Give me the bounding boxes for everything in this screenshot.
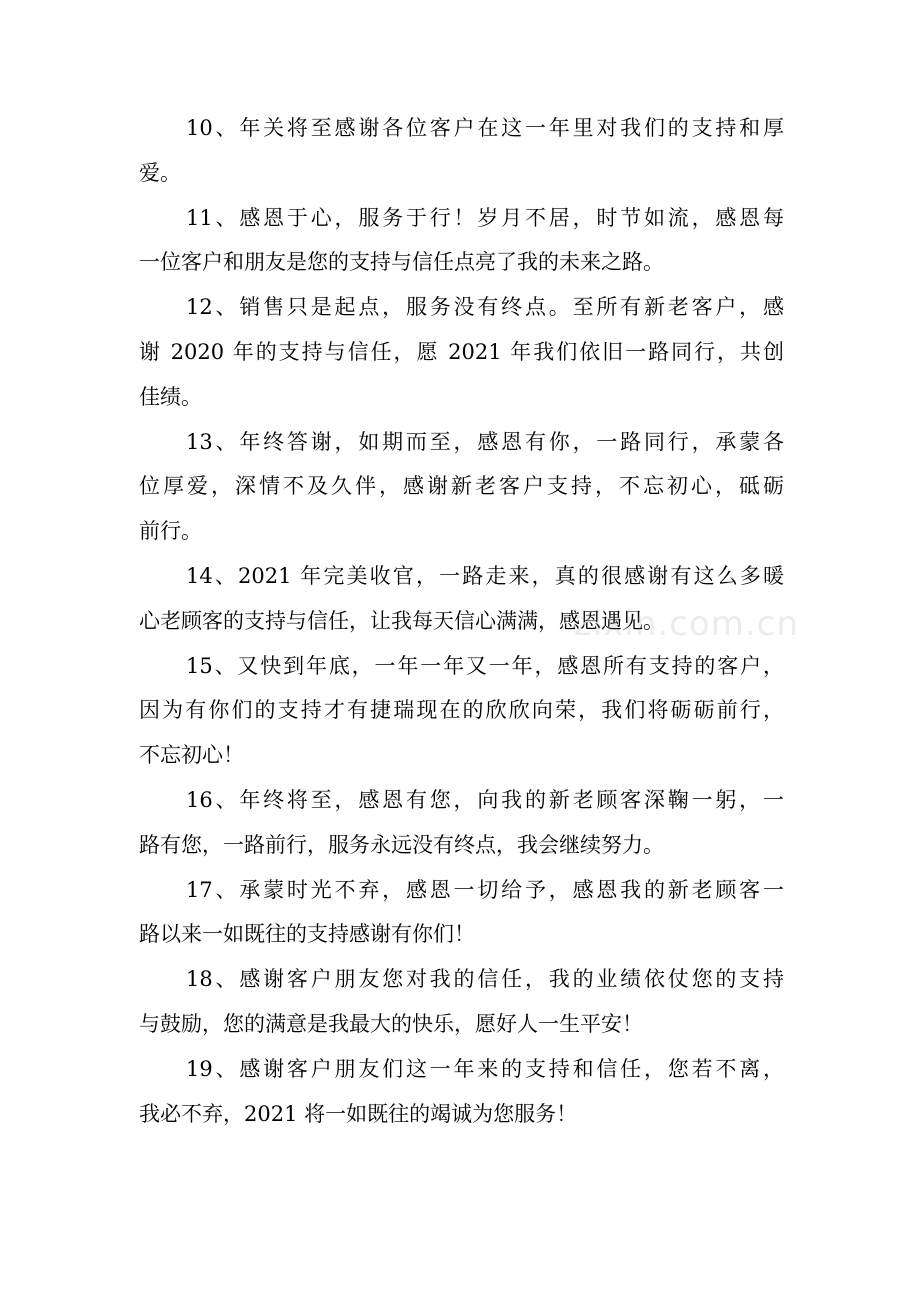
text-line: 16、年终将至，感恩有您，向我的新老顾客深鞠一躬，一 bbox=[186, 787, 784, 812]
text-line: 18、感谢客户朋友您对我的信任，我的业绩依仗您的支持 bbox=[186, 967, 784, 992]
paragraph-17 bbox=[139, 868, 784, 958]
paragraph-12 bbox=[139, 285, 784, 419]
text-line: 佳绩。 bbox=[139, 384, 202, 409]
text-line: 19、感谢客户朋友们这一年来的支持和信任，您若不离， bbox=[186, 1056, 784, 1081]
text-line: 12、销售只是起点，服务没有终点。至所有新老客户，感 bbox=[186, 295, 784, 320]
paragraph-18 bbox=[139, 957, 784, 1047]
text-line: 前行。 bbox=[139, 519, 202, 544]
paragraph-15 bbox=[139, 644, 784, 778]
paragraph-16 bbox=[139, 778, 784, 868]
paragraph-11 bbox=[139, 196, 784, 286]
text-line: 15、又快到年底，一年一年又一年，感恩所有支持的客户， bbox=[186, 653, 784, 678]
paragraph-19 bbox=[139, 1047, 784, 1137]
text-line: 心老顾客的支持与信任，让我每天信心满满，感恩遇见。 bbox=[139, 608, 664, 633]
text-line: 爱。 bbox=[139, 160, 181, 185]
text-line: 13、年终答谢，如期而至，感恩有你，一路同行，承蒙各 bbox=[186, 429, 784, 454]
text-line: 一位客户和朋友是您的支持与信任点亮了我的未来之路。 bbox=[139, 250, 664, 275]
text-line: 与鼓励，您的满意是我最大的快乐，愿好人一生平安！ bbox=[139, 1011, 643, 1036]
paragraph-10 bbox=[139, 106, 784, 196]
text-line: 谢 2020 年的支持与信任，愿 2021 年我们依旧一路同行，共创 bbox=[139, 339, 784, 364]
text-line: 我必不弃，2021 将一如既往的竭诚为您服务！ bbox=[139, 1101, 578, 1126]
text-line: 路以来一如既往的支持感谢有你们！ bbox=[139, 922, 475, 947]
text-line: 不忘初心！ bbox=[139, 743, 244, 768]
text-line: 因为有你们的支持才有捷瑞现在的欣欣向荣，我们将砺砺前行， bbox=[139, 698, 784, 723]
text-line: 10、年关将至感谢各位客户在这一年里对我们的支持和厚 bbox=[186, 116, 784, 140]
text-line: 11、感恩于心，服务于行！岁月不居，时节如流，感恩每 bbox=[186, 205, 784, 230]
text-line: 路有您，一路前行，服务永远没有终点，我会继续努力。 bbox=[139, 832, 664, 857]
text-line: 17、承蒙时光不弃，感恩一切给予，感恩我的新老顾客一 bbox=[186, 877, 784, 902]
text-line: 位厚爱，深情不及久伴，感谢新老客户支持，不忘初心，砥砺 bbox=[139, 474, 784, 499]
text-line: 14、2021 年完美收官，一路走来，真的很感谢有这么多暖 bbox=[186, 563, 784, 588]
paragraph-13 bbox=[139, 420, 784, 554]
watermark: zixin.com.cn bbox=[574, 604, 799, 644]
